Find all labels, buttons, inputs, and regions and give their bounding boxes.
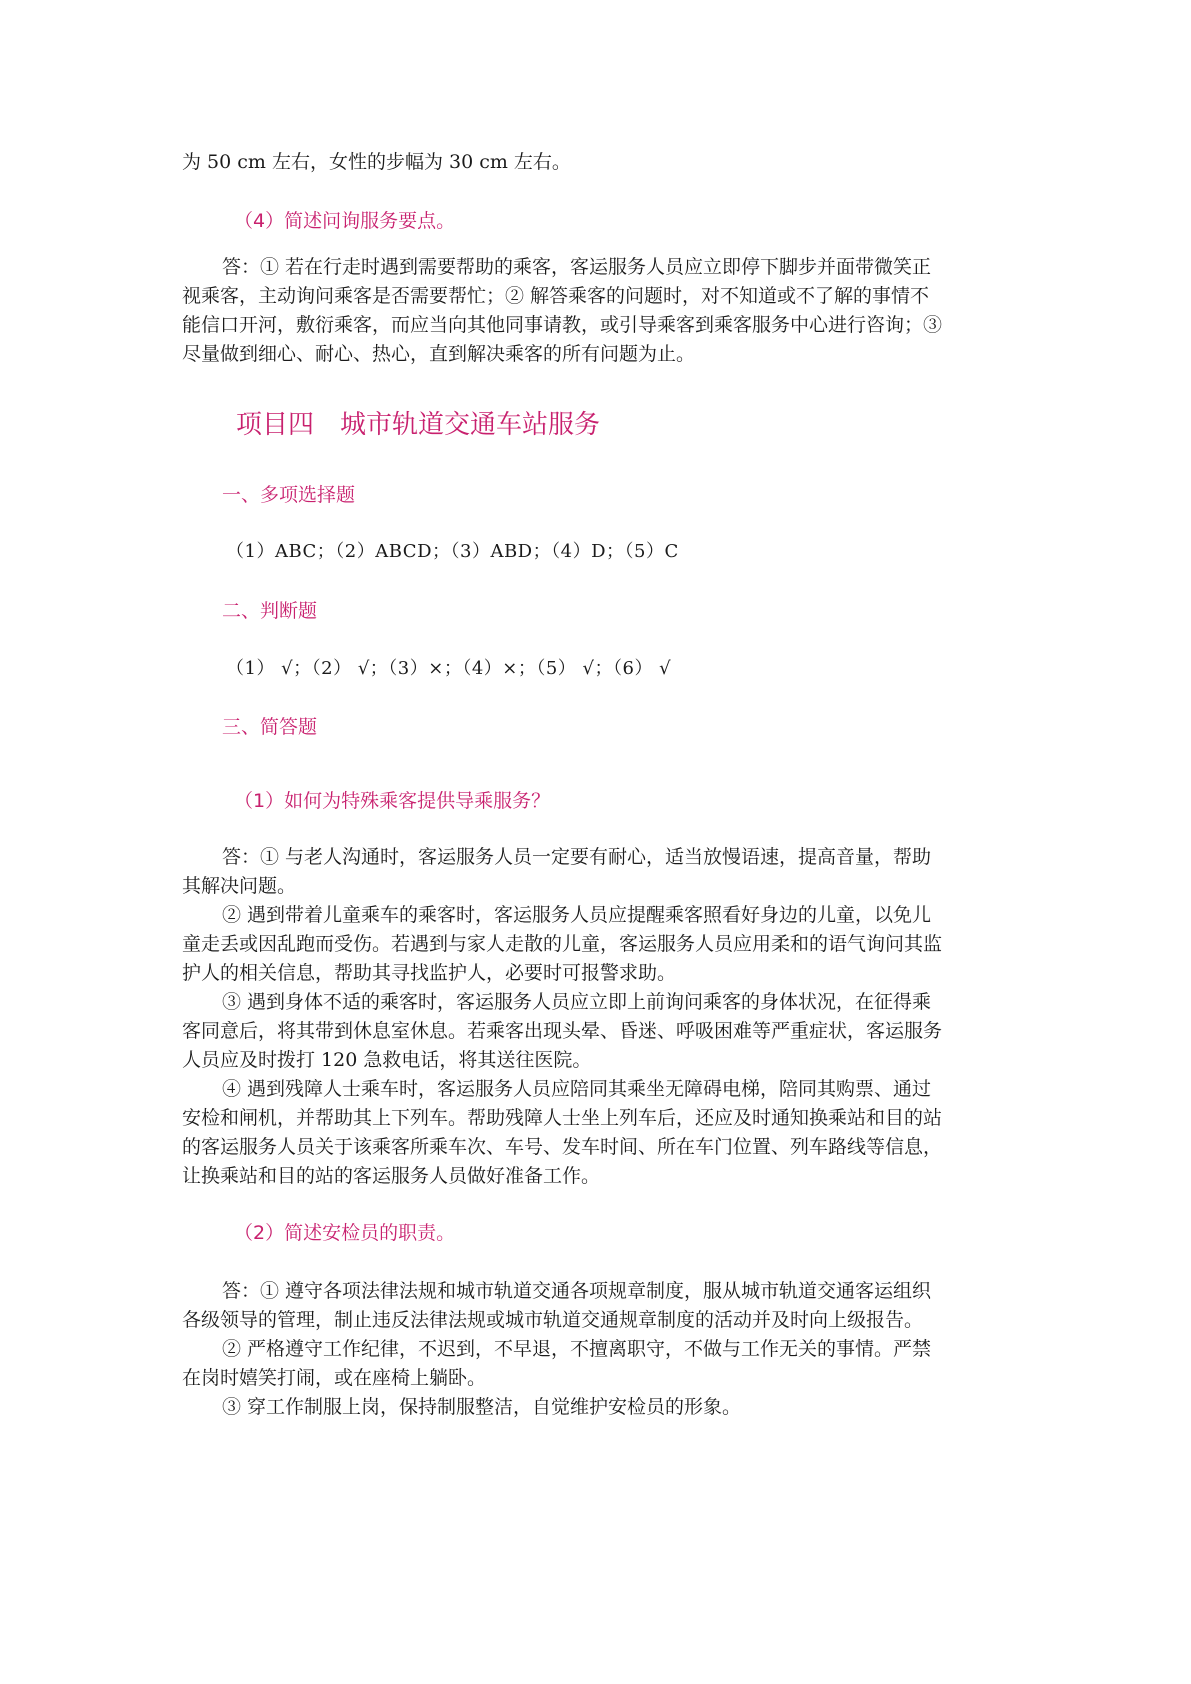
q4-answer-line-2: 视乘客，主动询问乘客是否需要帮忙；② 解答乘客的问题时，对不知道或不了解的事情不 <box>182 285 930 307</box>
intro-line: 为 50 cm 左右，女性的步幅为 30 cm 左右。 <box>182 151 571 173</box>
section-1-title: 一、多项选择题 <box>222 484 356 506</box>
sq1-answer-line-7: 客同意后，将其带到休息室休息。若乘客出现头晕、昏迷、呼吸困难等严重症状，客运服务 <box>182 1020 943 1042</box>
sq1-answer-line-4: 童走丢或因乱跑而受伤。若遇到与家人走散的儿童，客运服务人员应用柔和的语气询问其监 <box>182 933 943 955</box>
sq2-answer-line-2: 各级领导的管理，制止违反法律法规或城市轨道交通规章制度的活动并及时向上级报告。 <box>182 1309 924 1331</box>
section-1-answers: （1）ABC；（2）ABCD；（3）ABD；（4）D；（5）C <box>226 541 679 562</box>
sq1-answer-line-9: ④ 遇到残障人士乘车时，客运服务人员应陪同其乘坐无障碍电梯，陪同其购票、通过 <box>222 1078 932 1100</box>
section-2-title: 二、判断题 <box>222 600 318 622</box>
question-4-title: （4）简述问询服务要点。 <box>234 210 456 232</box>
sq1-answer-line-5: 护人的相关信息，帮助其寻找监护人，必要时可报警求助。 <box>182 962 677 984</box>
sq2-answer-line-1: 答：① 遵守各项法律法规和城市轨道交通各项规章制度，服从城市轨道交通客运组织 <box>222 1280 932 1302</box>
sq1-answer-line-12: 让换乘站和目的站的客运服务人员做好准备工作。 <box>182 1165 601 1187</box>
sq1-answer-line-11: 的客运服务人员关于该乘客所乘车次、车号、发车时间、所在车门位置、列车路线等信息， <box>182 1136 943 1158</box>
sq1-answer-line-3: ② 遇到带着儿童乘车的乘客时，客运服务人员应提醒乘客照看好身边的儿童，以免儿 <box>222 904 932 926</box>
sq1-answer-line-10: 安检和闸机，并帮助其上下列车。帮助残障人士坐上列车后，还应及时通知换乘站和目的站 <box>182 1107 943 1129</box>
short-question-1-title: （1）如何为特殊乘客提供导乘服务？ <box>234 790 551 812</box>
short-question-2-title: （2）简述安检员的职责。 <box>234 1222 456 1244</box>
section-2-answers: （1） √；（2） √；（3）×；（4）×；（5） √；（6） √ <box>226 658 672 679</box>
sq2-answer-line-4: 在岗时嬉笑打闹，或在座椅上躺卧。 <box>182 1367 487 1389</box>
sq1-answer-line-2: 其解决问题。 <box>182 875 297 897</box>
q4-answer-line-3: 能信口开河，敷衍乘客，而应当向其他同事请教，或引导乘客到乘客服务中心进行咨询；③ <box>182 314 943 336</box>
q4-answer-line-1: 答：① 若在行走时遇到需要帮助的乘客，客运服务人员应立即停下脚步并面带微笑正 <box>222 256 932 278</box>
project-title: 项目四 城市轨道交通车站服务 <box>236 410 601 440</box>
sq2-answer-line-3: ② 严格遵守工作纪律，不迟到，不早退，不擅离职守，不做与工作无关的事情。严禁 <box>222 1338 932 1360</box>
sq1-answer-line-1: 答：① 与老人沟通时，客运服务人员一定要有耐心，适当放慢语速，提高音量，帮助 <box>222 846 932 868</box>
section-3-title: 三、简答题 <box>222 716 318 738</box>
sq1-answer-line-6: ③ 遇到身体不适的乘客时，客运服务人员应立即上前询问乘客的身体状况，在征得乘 <box>222 991 932 1013</box>
q4-answer-line-4: 尽量做到细心、耐心、热心，直到解决乘客的所有问题为止。 <box>182 343 696 365</box>
sq1-answer-line-8: 人员应及时拨打 120 急救电话，将其送往医院。 <box>182 1049 592 1071</box>
sq2-answer-line-5: ③ 穿工作制服上岗，保持制服整洁，自觉维护安检员的形象。 <box>222 1396 742 1418</box>
